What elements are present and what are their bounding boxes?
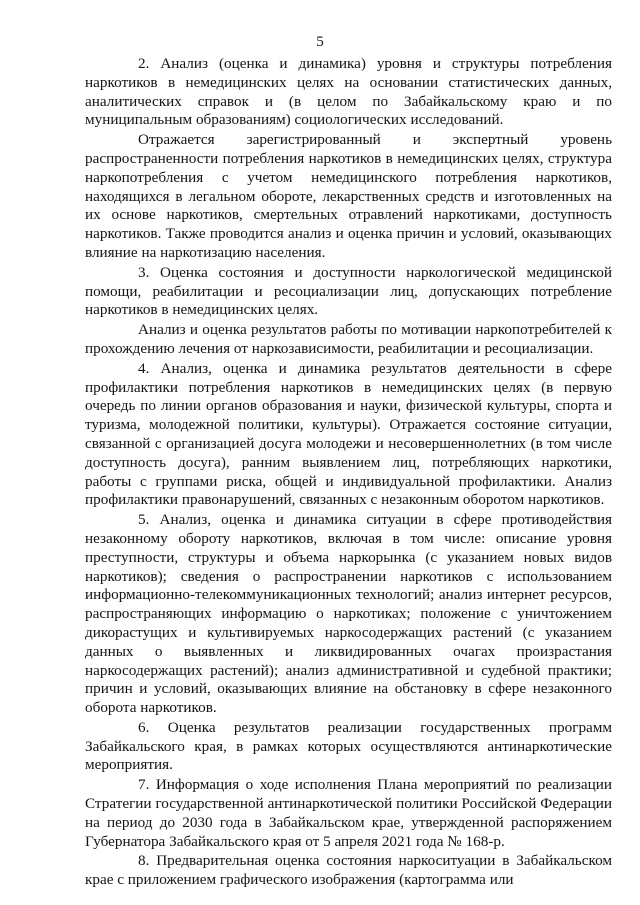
paragraph-item-3-details: Анализ и оценка результатов работы по мотивации наркопотребителей к прохождению лечения от наркозависимости, реабилитации и ресоциализации. (85, 321, 612, 357)
paragraph-item-5: 5. Анализ, оценка и динамика ситуации в сфере противодействия незаконному обороту наркотиков, включая в том числе: описание уровня преступности, структуры и объема наркорынка (с указанием новых видов наркотиков); сведения о распространении наркотиков с использованием информационно-телекоммуникационных технологий; анализ интернет ресурсов, распространяющих информацию о наркотиках; положение с уничтожением дикорастущих и культивируемых наркосодержащих растений (с указанием данных о выявленных и ликвидированных очагах произрастания наркосодержащих растений); анализ административной и судебной практики; причин и условий, оказывающих влияние на обстановку в сфере незаконного оборота наркотиков. (85, 511, 612, 717)
paragraph-item-7: 7. Информация о ходе исполнения Плана мероприятий по реализации Стратегии государственной антинаркотической политики Российской Федерации на период до 2030 года в Забайкальском крае, утвержденной распоряжением Губернатора Забайкальского края от 5 апреля 2021 года № 168-р. (85, 776, 612, 850)
paragraph-item-2: 2. Анализ (оценка и динамика) уровня и структуры потребления наркотиков в немедицинских целях на основании статистических данных, аналитических справок и (в целом по Забайкальскому краю и по муниципальным образованиям) социологических исследований. (85, 55, 612, 129)
paragraph-item-8: 8. Предварительная оценка состояния наркоситуации в Забайкальском крае с приложением графического изображения (картограмма или (85, 852, 612, 889)
paragraph-item-2-details: Отражается зарегистрированный и экспертный уровень распространенности потребления наркотиков в немедицинских целях, структура наркопотребления с учетом немедицинского потребления наркотиков, находящихся в легальном обороте, лекарственных средств и изготовленных на их основе наркотиков, смертельных отравлений наркотиками, доступность наркотиков. Также проводится анализ и оценка причин и условий, оказывающих влияние на наркотизацию населения. (85, 131, 612, 261)
document-body (85, 55, 612, 890)
paragraph-item-6: 6. Оценка результатов реализации государственных программ Забайкальского края, в рамках которых осуществляются антинаркотические мероприятия. (85, 718, 612, 774)
paragraph-item-3: 3. Оценка состояния и доступности наркологической медицинской помощи, реабилитации и ресоциализации лиц, допускающих потребление наркотиков в немедицинских целях. (85, 263, 612, 319)
page-number: 5 (316, 34, 324, 50)
paragraph-item-4: 4. Анализ, оценка и динамика результатов деятельности в сфере профилактики потребления наркотиков в немедицинских целях (в первую очередь по линии органов образования и науки, физической культуры, спорта и туризма, молодежной политики, культуры). Отражается состояние ситуации, связанной с организацией досуга молодежи и несовершеннолетних (в том числе доступность досуга), ранним выявлением лиц, потребляющих наркотики, работы с группами риска, общей и индивидуальной профилактики. Анализ профилактики правонарушений, связанных с незаконным оборотом наркотиков. (85, 359, 612, 509)
